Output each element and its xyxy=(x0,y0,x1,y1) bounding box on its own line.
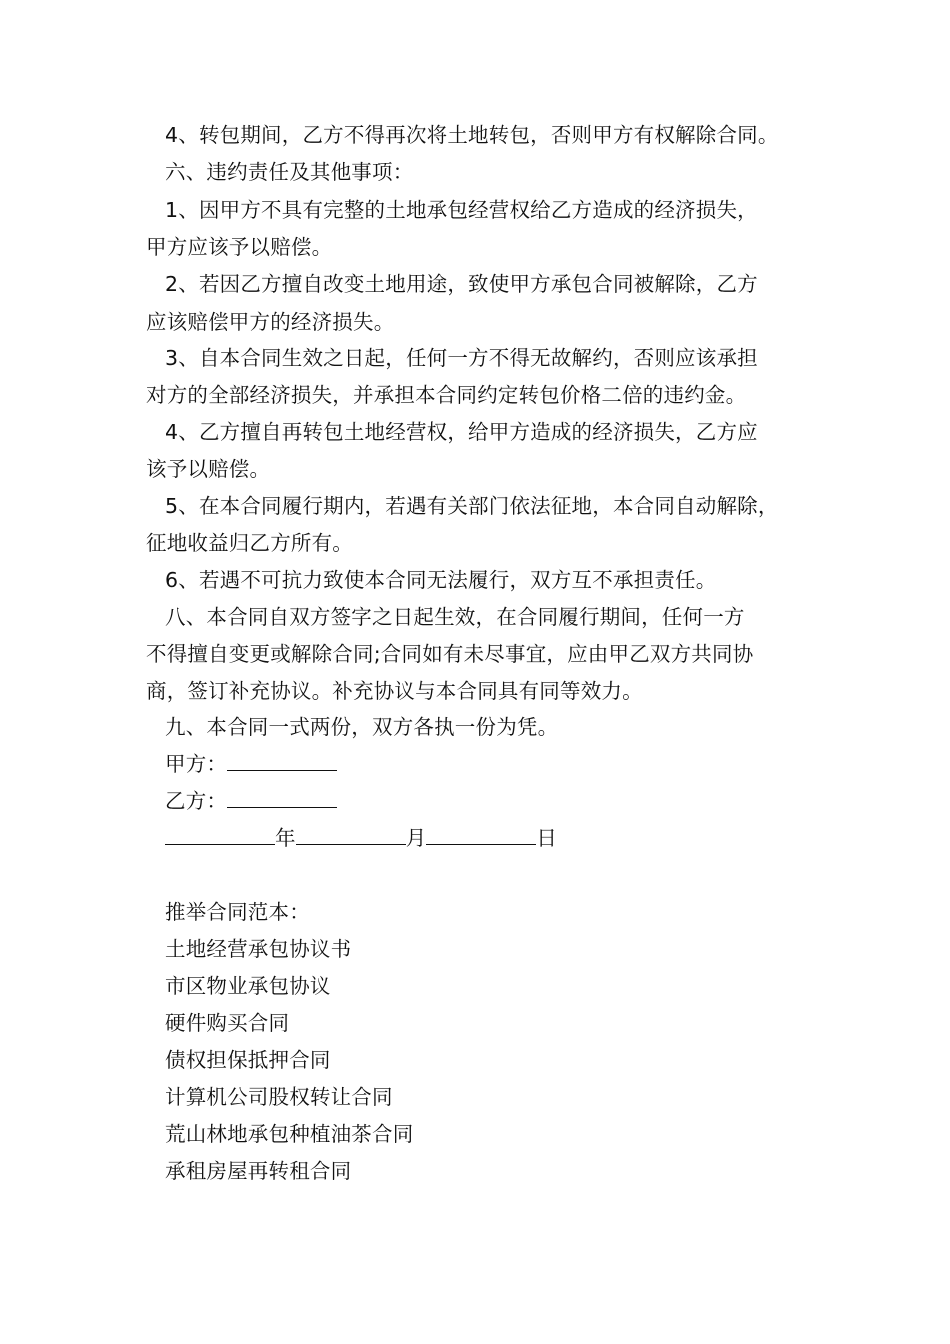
section-6-heading: 六、违约责任及其他事项： xyxy=(165,160,414,184)
clause-6: 6、若遇不可抗力致使本合同无法履行，双方互不承担责任。 xyxy=(165,568,717,592)
recommended-link[interactable]: 硬件购买合同 xyxy=(165,1011,290,1035)
clause-2-line-1: 2、若因乙方擅自改变土地用途，致使甲方承包合同被解除，乙方 xyxy=(165,272,758,296)
year-label: 年 xyxy=(275,826,296,850)
recommended-link[interactable]: 土地经营承包协议书 xyxy=(165,937,352,961)
section-8-line-1: 八、本合同自双方签字之日起生效，在合同履行期间，任何一方 xyxy=(165,605,745,629)
clause-4-line-1: 4、乙方擅自再转包土地经营权，给甲方造成的经济损失，乙方应 xyxy=(165,420,758,444)
month-label: 月 xyxy=(405,826,427,850)
clause-2-line-2: 应该赔偿甲方的经济损失。 xyxy=(146,310,395,334)
party-a-signature xyxy=(165,750,337,778)
date-line xyxy=(165,824,557,852)
month-blank xyxy=(296,824,406,845)
clause-1-line-1: 1、因甲方不具有完整的土地承包经营权给乙方造成的经济损失， xyxy=(165,198,758,222)
day-label: 日 xyxy=(536,826,558,850)
party-b-label: 乙方： xyxy=(165,789,228,813)
recommended-link[interactable]: 承租房屋再转租合同 xyxy=(165,1159,352,1183)
section-8-line-3: 商，签订补充协议。补充协议与本合同具有同等效力。 xyxy=(146,679,643,703)
clause-5-line-1: 5、在本合同履行期内，若遇有关部门依法征地，本合同自动解除， xyxy=(165,494,779,518)
day-blank xyxy=(426,824,536,845)
clause-3-line-1: 3、自本合同生效之日起，任何一方不得无故解约，否则应该承担 xyxy=(165,346,758,370)
clause-1-line-2: 甲方应该予以赔偿。 xyxy=(146,235,333,259)
recommended-link[interactable]: 市区物业承包协议 xyxy=(165,974,331,998)
clause-4-transfer: 4、转包期间，乙方不得再次将土地转包，否则甲方有权解除合同。 xyxy=(165,123,779,147)
recommended-heading: 推举合同范本： xyxy=(165,900,310,924)
recommended-link[interactable]: 荒山林地承包种植油茶合同 xyxy=(165,1122,414,1146)
recommended-link[interactable]: 债权担保抵押合同 xyxy=(165,1048,331,1072)
clause-3-line-2: 对方的全部经济损失，并承担本合同约定转包价格二倍的违约金。 xyxy=(146,383,747,407)
party-a-blank xyxy=(227,750,337,771)
party-b-signature xyxy=(165,787,337,815)
year-blank xyxy=(165,824,275,845)
section-9: 九、本合同一式两份，双方各执一份为凭。 xyxy=(165,715,559,739)
section-8-line-2: 不得擅自变更或解除合同;合同如有未尽事宜，应由甲乙双方共同协 xyxy=(146,642,754,666)
clause-4-line-2: 该予以赔偿。 xyxy=(146,457,271,481)
clause-5-line-2: 征地收益归乙方所有。 xyxy=(146,531,353,555)
party-b-blank xyxy=(227,787,337,808)
party-a-label: 甲方： xyxy=(165,752,228,776)
recommended-link[interactable]: 计算机公司股权转让合同 xyxy=(165,1085,393,1109)
